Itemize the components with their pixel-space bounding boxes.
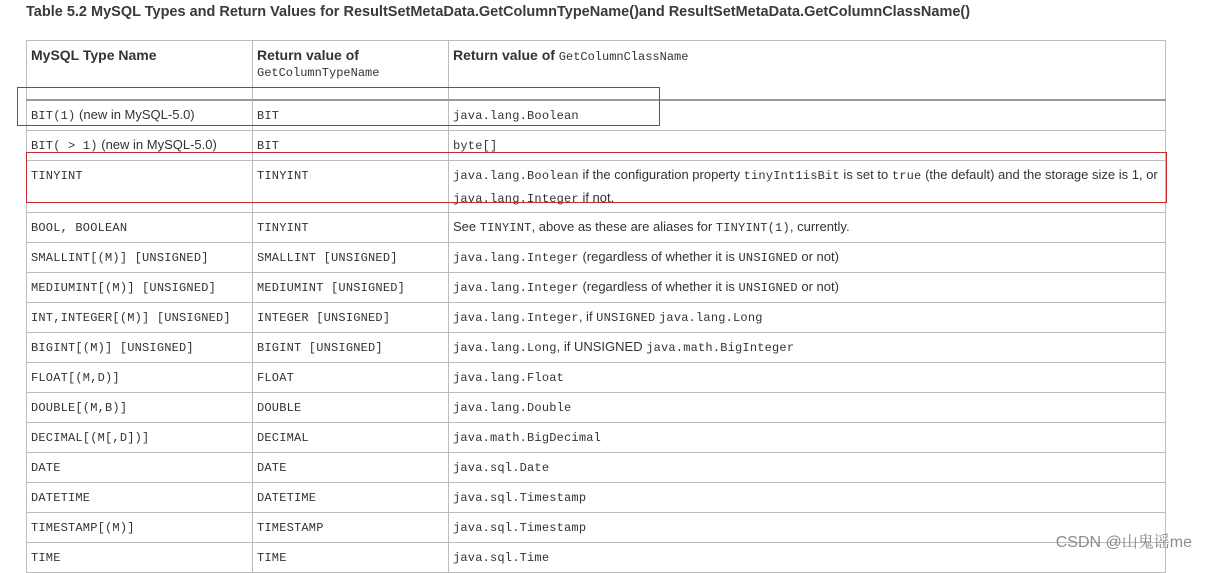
code-fragment: MEDIUMINT [UNSIGNED]	[257, 281, 406, 295]
cell-class-name	[449, 100, 1166, 131]
table-row	[27, 161, 1166, 213]
text-fragment: , if UNSIGNED	[556, 339, 647, 354]
cell-type-name	[253, 483, 449, 513]
code-fragment: java.lang.Boolean	[453, 109, 579, 123]
code-fragment: DOUBLE	[257, 401, 302, 415]
code-fragment: java.math.BigInteger	[646, 341, 795, 355]
code-fragment: UNSIGNED	[596, 311, 656, 325]
code-fragment: TINYINT	[257, 169, 309, 183]
code-fragment: DATETIME	[257, 491, 317, 505]
table-row	[27, 243, 1166, 273]
code-fragment: FLOAT	[257, 371, 295, 385]
text-fragment: if not.	[578, 190, 615, 205]
code-fragment: java.lang.Integer	[453, 251, 579, 265]
code-fragment: java.lang.Double	[453, 401, 572, 415]
table-row	[27, 100, 1166, 131]
text-fragment: if the configuration property	[578, 167, 744, 182]
code-fragment: java.lang.Integer	[453, 311, 579, 325]
code-fragment: BIT(1)	[31, 109, 76, 123]
table-body	[27, 100, 1166, 573]
text-fragment: , currently.	[789, 219, 850, 234]
code-fragment: byte[]	[453, 139, 498, 153]
cell-class-name	[449, 243, 1166, 273]
cell-class-name	[449, 273, 1166, 303]
code-fragment: BIT( > 1)	[31, 139, 98, 153]
cell-type-name	[253, 363, 449, 393]
code-fragment: java.sql.Timestamp	[453, 521, 587, 535]
text-fragment: (new in MySQL-5.0)	[97, 137, 217, 152]
cell-mysql-type	[27, 363, 253, 393]
text-fragment: (new in MySQL-5.0)	[75, 107, 195, 122]
cell-class-name	[449, 161, 1166, 213]
table-row	[27, 423, 1166, 453]
table-row	[27, 513, 1166, 543]
code-fragment: UNSIGNED	[738, 281, 798, 295]
text-fragment: (the default) and the storage size is 1, or	[921, 167, 1158, 182]
text-fragment: (regardless of whether it is	[578, 279, 739, 294]
code-fragment: FLOAT[(M,D)]	[31, 371, 120, 385]
table-row	[27, 363, 1166, 393]
header-column-class-name	[449, 41, 1166, 101]
header-col2-text: Return value of	[257, 47, 359, 63]
header-row	[27, 41, 1166, 101]
cell-mysql-type	[27, 243, 253, 273]
header-mysql-type-name: MySQL Type Name	[27, 41, 253, 101]
code-fragment: SMALLINT [UNSIGNED]	[257, 251, 398, 265]
code-fragment: TINYINT	[257, 221, 309, 235]
code-fragment: java.lang.Integer	[453, 281, 579, 295]
cell-mysql-type	[27, 453, 253, 483]
cell-mysql-type	[27, 213, 253, 243]
cell-class-name	[449, 483, 1166, 513]
cell-class-name	[449, 333, 1166, 363]
cell-type-name	[253, 131, 449, 161]
cell-type-name	[253, 303, 449, 333]
code-fragment: TINYINT	[479, 221, 532, 235]
code-fragment: SMALLINT[(M)] [UNSIGNED]	[31, 251, 209, 265]
watermark: CSDN @山鬼谣me	[1055, 534, 1192, 551]
code-fragment: TINYINT(1)	[715, 221, 790, 235]
code-fragment: DECIMAL[(M[,D])]	[31, 431, 150, 445]
table-row	[27, 543, 1166, 573]
cell-class-name	[449, 131, 1166, 161]
cell-class-name	[449, 213, 1166, 243]
table-row	[27, 303, 1166, 333]
code-fragment: java.lang.Long	[659, 311, 763, 325]
cell-type-name	[253, 273, 449, 303]
table-row	[27, 213, 1166, 243]
code-fragment: UNSIGNED	[738, 251, 798, 265]
cell-mysql-type	[27, 161, 253, 213]
cell-class-name	[449, 423, 1166, 453]
code-fragment: java.lang.Float	[453, 371, 565, 385]
code-fragment: java.lang.Integer	[453, 192, 579, 206]
code-fragment: BIT	[257, 109, 280, 123]
cell-type-name	[253, 393, 449, 423]
cell-type-name	[253, 161, 449, 213]
header-col3-text: Return value of	[453, 47, 559, 63]
cell-mysql-type	[27, 100, 253, 131]
code-fragment: java.sql.Time	[453, 551, 550, 565]
text-fragment: or not)	[797, 279, 839, 294]
code-fragment: DOUBLE[(M,B)]	[31, 401, 128, 415]
code-fragment: INTEGER [UNSIGNED]	[257, 311, 391, 325]
table-caption: Table 5.2 MySQL Types and Return Values for ResultSetMetaData.GetColumnTypeName()and ResultSetMetaData.GetColumnClassName()	[26, 4, 971, 20]
cell-class-name	[449, 363, 1166, 393]
code-fragment: java.lang.Boolean	[453, 169, 579, 183]
cell-mysql-type	[27, 303, 253, 333]
table-row	[27, 393, 1166, 423]
code-fragment: BIGINT [UNSIGNED]	[257, 341, 383, 355]
table-row	[27, 333, 1166, 363]
code-fragment: BIGINT[(M)] [UNSIGNED]	[31, 341, 194, 355]
cell-mysql-type	[27, 543, 253, 573]
code-fragment: TIME	[31, 551, 61, 565]
cell-mysql-type	[27, 273, 253, 303]
code-fragment: true	[891, 169, 922, 183]
text-fragment: , above as these are aliases for	[531, 219, 716, 234]
code-fragment: DECIMAL	[257, 431, 309, 445]
text-fragment: See	[453, 219, 480, 234]
cell-type-name	[253, 213, 449, 243]
cell-mysql-type	[27, 423, 253, 453]
table-row	[27, 273, 1166, 303]
type-mapping-table	[26, 40, 1166, 573]
header-col2-code: GetColumnTypeName	[257, 66, 380, 80]
code-fragment: TIME	[257, 551, 287, 565]
code-fragment: tinyInt1isBit	[743, 169, 840, 183]
code-fragment: java.sql.Timestamp	[453, 491, 587, 505]
code-fragment: DATETIME	[31, 491, 91, 505]
cell-mysql-type	[27, 131, 253, 161]
code-fragment: java.sql.Date	[453, 461, 550, 475]
cell-type-name	[253, 543, 449, 573]
cell-type-name	[253, 453, 449, 483]
code-fragment: BIT	[257, 139, 280, 153]
header-column-type-name	[253, 41, 449, 101]
cell-type-name	[253, 423, 449, 453]
cell-mysql-type	[27, 513, 253, 543]
text-fragment: (regardless of whether it is	[578, 249, 739, 264]
cell-mysql-type	[27, 483, 253, 513]
code-fragment: DATE	[257, 461, 287, 475]
code-fragment: TIMESTAMP[(M)]	[31, 521, 135, 535]
table-row	[27, 131, 1166, 161]
text-fragment: , if	[578, 309, 597, 324]
code-fragment: TIMESTAMP	[257, 521, 324, 535]
cell-class-name	[449, 393, 1166, 423]
code-fragment: java.math.BigDecimal	[453, 431, 602, 445]
text-fragment: is set to	[839, 167, 892, 182]
code-fragment: BOOL, BOOLEAN	[31, 221, 128, 235]
cell-type-name	[253, 513, 449, 543]
cell-type-name	[253, 333, 449, 363]
cell-class-name	[449, 303, 1166, 333]
code-fragment: INT,INTEGER[(M)] [UNSIGNED]	[31, 311, 231, 325]
code-fragment: java.lang.Long	[453, 341, 557, 355]
code-fragment: DATE	[31, 461, 61, 475]
code-fragment: TINYINT	[31, 169, 83, 183]
cell-mysql-type	[27, 393, 253, 423]
cell-class-name	[449, 453, 1166, 483]
code-fragment: MEDIUMINT[(M)] [UNSIGNED]	[31, 281, 217, 295]
cell-mysql-type	[27, 333, 253, 363]
table-row	[27, 483, 1166, 513]
header-col3-code: GetColumnClassName	[558, 50, 689, 64]
cell-type-name	[253, 100, 449, 131]
cell-type-name	[253, 243, 449, 273]
table-row	[27, 453, 1166, 483]
text-fragment: or not)	[797, 249, 839, 264]
